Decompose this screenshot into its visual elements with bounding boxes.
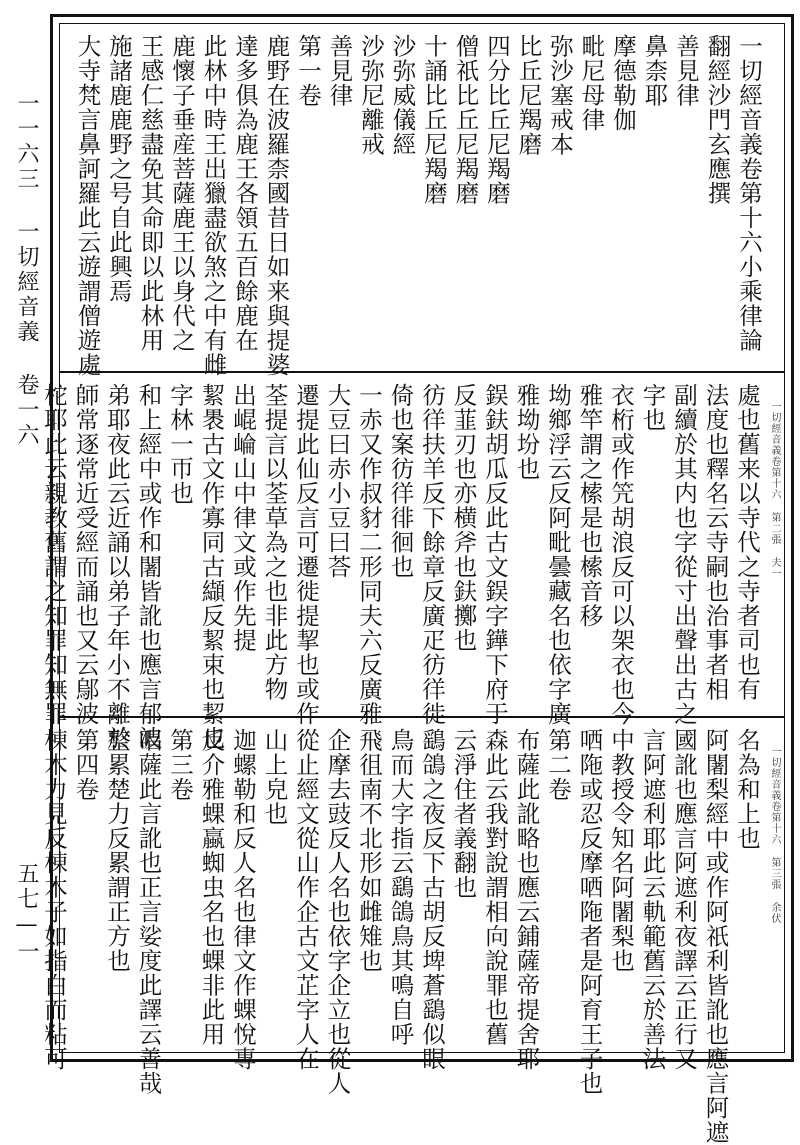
text-column: 國訛也應言阿遮利夜譯云正行又 <box>670 728 698 1071</box>
text-column: 鹿野在波羅柰國昔日如来與提婆 <box>262 34 291 377</box>
text-column: 倚也案彷徉徘徊也 <box>386 383 415 579</box>
text-column: 雅坳坋也 <box>512 383 541 481</box>
text-column: 大寺梵言鼻訶羅此云遊謂僧遊處 <box>73 34 102 377</box>
text-column: 唱薩此言訛也正言娑度此譯云善哉 <box>134 728 163 1096</box>
text-column: 言阿遮利耶此云軌範舊云於善法 <box>638 728 667 1071</box>
text-column: 布薩此訛略也應云鋪薩帝提舍耶 <box>512 728 541 1071</box>
text-column: 僧祇比丘尼羯磨 <box>451 34 480 206</box>
panel-2-margin-note: 一切經音義卷第十六 第二張 夫一 <box>769 401 780 579</box>
text-column: 雅竿謂之㮦是也㮦音移 <box>575 383 604 628</box>
text-column: 法度也釋名云寺嗣也治事者相 <box>701 383 730 702</box>
text-column: 荃提言以荃草為之也非此方物 <box>260 383 289 702</box>
text-column: 大豆曰赤小豆曰荅 <box>323 383 352 579</box>
text-column: 鳥而大字指云鷂鴿鳥其鳴自呼 <box>386 728 415 1047</box>
text-column: 名為和上也 <box>733 728 761 851</box>
text-column: 鷂鴿之夜反下古胡反埤蒼鷂似眼 <box>418 728 446 1071</box>
text-column: 森此云我對說謂相向說罪也舊 <box>481 728 509 1047</box>
text-column: 四分比丘尼羯磨 <box>483 34 511 206</box>
text-column: 字林一帀也 <box>166 383 194 506</box>
text-column: 弥沙塞戒本 <box>546 34 574 157</box>
text-column: 和上經中或作和闍皆訛也應言郁波 <box>134 383 163 751</box>
text-column: 山上皃也 <box>260 728 289 826</box>
text-column: 第三卷 <box>166 728 194 802</box>
text-column: 鼻柰耶 <box>640 34 669 108</box>
text-column: 遷提此仙反言可遷徙提挈也或作 <box>292 383 320 726</box>
text-column: 此林中時王出獵盡欲煞之中有雌 <box>199 34 228 377</box>
sidebar-page-number: 五七—一 <box>14 862 39 965</box>
text-column: 從止經文從山作企古文芷字人在 <box>292 728 320 1071</box>
panel-3-margin-note: 一切經音義卷第十六 第三張 余伏 <box>769 746 780 924</box>
text-column: 哂陁或忍反摩哂陁者是阿育王子也 <box>575 728 604 1096</box>
text-column: 毗尼母律 <box>577 34 606 132</box>
text-column: 沙弥尼離戒 <box>357 34 385 157</box>
text-column: 十誦比丘尼羯磨 <box>420 34 448 206</box>
panel-1 <box>60 24 784 377</box>
text-column: 中教授令知名阿闍梨也 <box>607 728 635 973</box>
text-column: 副續於其内也字從寸出聲出古之 <box>670 383 698 726</box>
page-frame-inner <box>40 23 785 1145</box>
text-column: 反韮刃也亦横斧也鈇擲也 <box>449 383 478 653</box>
text-column: 鋘鈇胡瓜反此古文鋘字鏵下府于 <box>481 383 509 726</box>
panel-3-text <box>40 728 762 1145</box>
text-column: 處也舊来以寺代之寺者司也有 <box>733 383 761 702</box>
text-column: 沙弥威儀經 <box>388 34 417 157</box>
text-column: 企摩去豉反人名也依字企立也從人 <box>323 728 352 1096</box>
text-column: 迦螺勒和反人名也律文作蜾悅專 <box>229 728 257 1071</box>
text-column: 出崐崘山中律文或作先提 <box>229 383 257 653</box>
text-column: 棟木力見反棟木子如指白而粘可 <box>40 728 68 1071</box>
panel-2-text <box>40 383 762 751</box>
text-column: 飛徂南不北形如雌雉也 <box>355 728 383 973</box>
text-column: 柁耶此云親教舊謂之知罪知無罪 <box>40 383 68 726</box>
text-column: 坳鄉浮云反阿毗曇藏名也依字廣 <box>544 383 572 726</box>
sidebar-title: 一一六三 一切經音義 卷一六 <box>14 92 39 448</box>
text-column: 師常逐常近受經而誦也又云鄔波 <box>71 383 100 726</box>
text-column: 衣桁或作笐胡浪反可以架衣也今 <box>607 383 635 726</box>
page-frame <box>40 14 794 1145</box>
text-column: 第一卷 <box>294 34 322 108</box>
text-column: 王感仁慈盡免其命即以此林用 <box>136 34 165 353</box>
panel-3 <box>40 718 784 1145</box>
text-column: 一赤又作叔豺二形同夫六反廣雅 <box>355 383 383 726</box>
text-column: 翻經沙門玄應撰 <box>703 34 732 206</box>
text-column: 云淨住者義翻也 <box>449 728 478 900</box>
panel-1-margin-note <box>768 52 780 352</box>
text-column: 善見律 <box>672 34 700 108</box>
text-column: 弟耶夜此云近誦以弟子年小不離於 <box>103 383 131 751</box>
text-column: 比丘尼羯磨 <box>514 34 543 157</box>
text-column: 鹿懷子垂産菩薩鹿王以身代之 <box>168 34 196 353</box>
panel-1-text <box>73 34 764 377</box>
text-column: 絜褁古文作寡同古纈反絜束也絜也 <box>197 383 226 751</box>
text-column: 第二卷 <box>544 728 572 802</box>
text-column: 反介雅蜾蠃蜘虫名也蜾非此用 <box>197 728 226 1047</box>
text-column: 善見律 <box>325 34 354 108</box>
text-column: 達多俱為鹿王各領五百餘鹿在 <box>231 34 259 353</box>
text-column: 摩德勒伽 <box>609 34 637 132</box>
text-column: 字也 <box>638 383 667 432</box>
text-column: 施諸鹿鹿野之号自此興焉 <box>105 34 133 304</box>
text-column: 整累楚力反累謂正方也 <box>103 728 131 973</box>
text-column: 阿闍梨經中或作阿祇利皆訛也應言阿遮 <box>701 728 730 1145</box>
text-column: 第四卷 <box>71 728 100 802</box>
panel-2 <box>40 373 784 751</box>
text-column: 彷徉扶羊反下餘章反廣疋彷徉徙 <box>418 383 446 726</box>
text-column: 一切經音義卷第十六小乘律論 <box>735 34 763 353</box>
